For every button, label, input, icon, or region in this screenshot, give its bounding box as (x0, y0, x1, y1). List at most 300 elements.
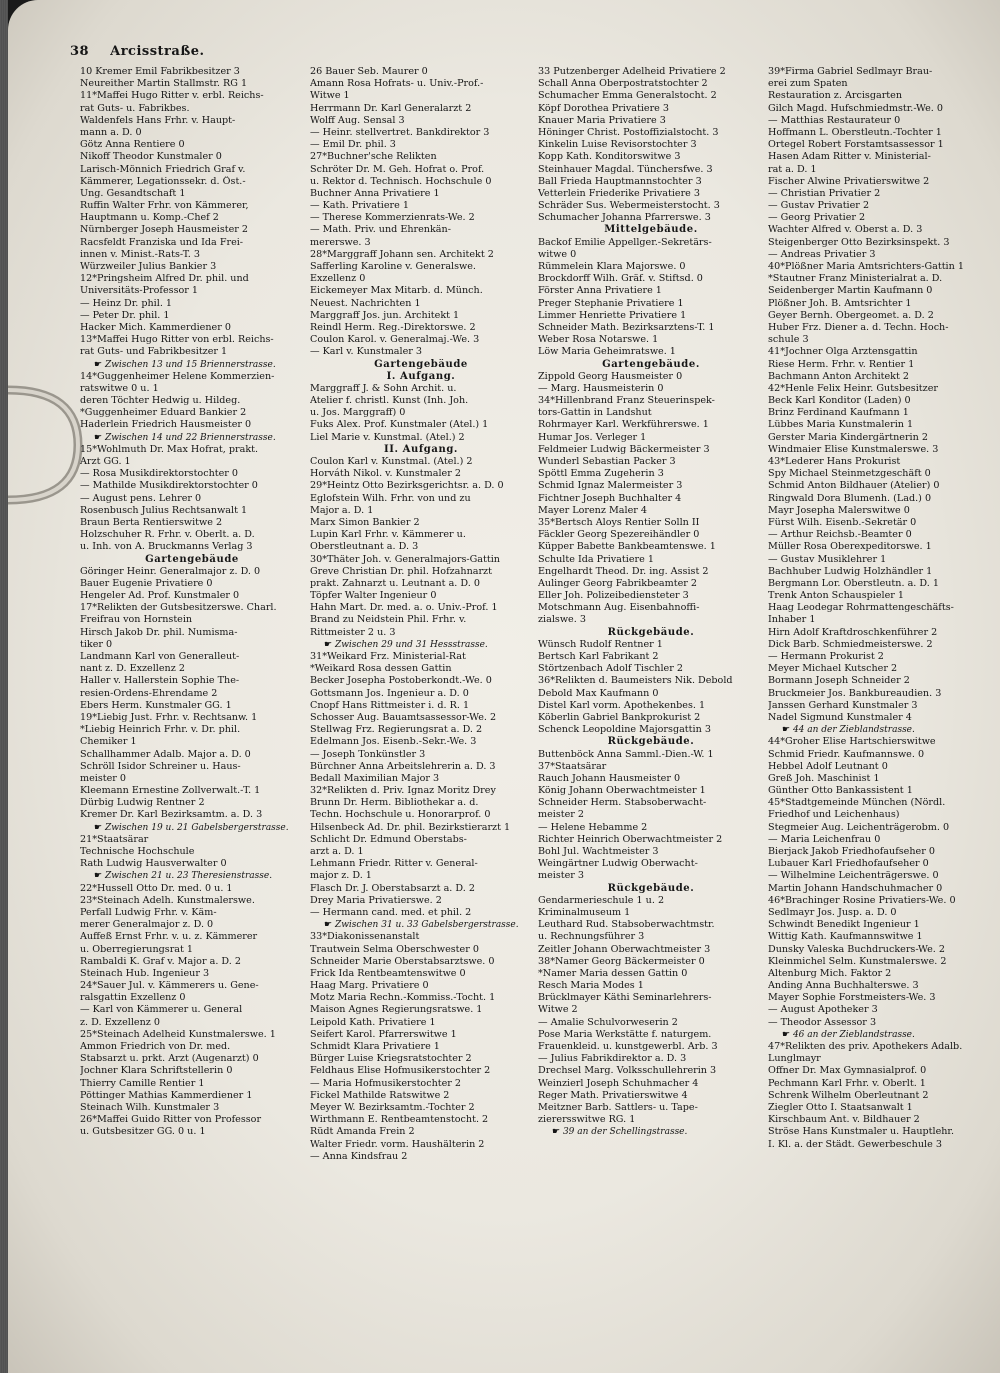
directory-entry: Bürger Luise Kriegsratstochter 2 (310, 1053, 472, 1065)
directory-entry: Haag Leodegar Rohrmattengeschäfts- (768, 602, 954, 614)
directory-entry: Bierjack Jakob Friedhofaufseher 0 (768, 846, 935, 857)
directory-entry: Gilch Magd. Hufschmiedmstr.-We. 0 (768, 102, 944, 114)
directory-entry: I. Kl. a. der Städt. Gewerbeschule 3 (768, 1138, 942, 1150)
directory-entry: ☛ Zwischen 21 u. 23 Theresienstrasse. (80, 870, 304, 882)
directory-entry: ☛ Zwischen 13 und 15 Briennerstrasse. (80, 359, 304, 371)
directory-entry: Schneider Marie Oberstabsarztswe. 0 (310, 955, 495, 967)
directory-entry: Fuks Alex. Prof. Kunstmaler (Atel.) 1 (310, 419, 489, 431)
directory-entry: — Andreas Privatier 3 (768, 248, 876, 260)
directory-entry: Humar Jos. Verleger 1 (538, 431, 647, 443)
directory-entry: Lübbes Maria Kunstmalerin 1 (768, 419, 914, 431)
directory-entry: Bruckmeier Jos. Bankbureaudien. 3 (768, 687, 942, 699)
directory-entry: Dunsky Valeska Buchdruckers-We. 2 (768, 943, 946, 955)
directory-entry: 44*Groher Elise Hartschierswitwe (768, 736, 936, 748)
directory-entry: Jochner Klara Schriftstellerin 0 (80, 1065, 233, 1077)
directory-entry: Zeitler Johann Oberwachtmeister 3 (538, 943, 711, 955)
directory-entry: Rückgebäude. (607, 626, 695, 638)
directory-entry: Bohl Jul. Wachtmeister 3 (538, 846, 659, 857)
directory-entry: rat Guts- u. Fabrikbes. (80, 102, 190, 114)
directory-entry: u. Rektor d. Technisch. Hochschule 0 (310, 175, 492, 187)
directory-entry: Schrenk Wilhelm Oberleutnant 2 (768, 1089, 929, 1101)
directory-entry: Schumacher Johanna Pfarrerswe. 3 (538, 212, 711, 224)
directory-entry: nant z. D. Exzellenz 2 (80, 663, 185, 675)
directory-entry: ☛ Zwischen 31 u. 33 Gabelsbergerstrasse. (310, 919, 532, 931)
directory-entry: Seifert Karol. Pfarrerswitwe 1 (310, 1028, 457, 1040)
directory-entry: ☛ 46 an der Zieblandstrasse. (768, 1029, 1000, 1041)
directory-entry: Drey Maria Privatierswe. 2 (310, 894, 442, 906)
directory-entry: 28*Marggraff Johann sen. Architekt 2 (310, 248, 494, 260)
directory-entry: Fichtner Joseph Buchhalter 4 (538, 492, 682, 504)
directory-entry: 31*Weikard Frz. Ministerial-Rat (310, 651, 466, 662)
directory-entry: Brunn Dr. Herm. Bibliothekar a. d. (310, 797, 479, 809)
directory-entry: Günther Otto Bankassistent 1 (768, 785, 913, 797)
directory-entry: Witwe 2 (538, 1004, 578, 1016)
directory-entry: — Georg Privatier 2 (768, 212, 866, 224)
directory-entry: Schlicht Dr. Edmund Oberstabs- (310, 833, 467, 845)
directory-entry: Schall Anna Oberpostratstochter 2 (538, 78, 708, 90)
directory-entry: 22*Hussell Otto Dr. med. 0 u. 1 (80, 882, 233, 894)
directory-entry: Edelmann Jos. Eisenb.-Sekr.-We. 3 (310, 736, 477, 748)
directory-entry: Frick Ida Rentbeamtenswitwe 0 (310, 967, 466, 979)
directory-entry: Schröll Isidor Schreiner u. Haus- (80, 760, 241, 772)
directory-entry: — Christian Privatier 2 (768, 187, 881, 199)
directory-entry: Weingärtner Ludwig Oberwacht- (538, 858, 698, 870)
directory-entry: Rittmeister 2 u. 3 (310, 626, 396, 638)
directory-entry: 33 Putzenberger Adelheid Privatiere 2 (538, 66, 726, 77)
directory-entry: Knauer Maria Privatiere 3 (538, 114, 666, 126)
directory-entry: Rauch Johann Hausmeister 0 (538, 772, 681, 784)
directory-entry: — Rosa Musikdirektorstochter 0 (80, 468, 239, 480)
directory-entry: Kirschbaum Ant. v. Bildhauer 2 (768, 1114, 920, 1126)
directory-entry: u. Rechnungsführer 3 (538, 931, 645, 943)
directory-entry: Schröter Dr. M. Geh. Hofrat o. Prof. (310, 163, 485, 175)
directory-entry: Mayer Sophie Forstmeisters-We. 3 (768, 992, 936, 1004)
directory-entry: meister 3 (538, 870, 585, 882)
directory-entry: Schwindt Benedikt Ingenieur 1 (768, 919, 920, 931)
directory-entry: — Hermann Prokurist 2 (768, 651, 884, 662)
directory-entry: schule 3 (768, 334, 809, 346)
directory-entry: — Joseph Tonkünstler 3 (310, 748, 426, 760)
directory-entry: Ruffin Walter Frhr. von Kämmerer, (80, 200, 249, 212)
directory-entry: — Hermann cand. med. et phil. 2 (310, 906, 472, 918)
directory-entry: 29*Heintz Otto Bezirksgerichtsr. a. D. 0 (310, 480, 504, 492)
directory-entry: Pöttinger Mathias Kammerdiener 1 (80, 1089, 253, 1101)
directory-entry: — Marg. Hausmeisterin 0 (538, 382, 664, 394)
directory-entry: Janssen Gerhard Kunstmaler 3 (768, 699, 918, 711)
directory-entry: Rückgebäude. (607, 736, 695, 748)
directory-entry: Gerster Maria Kindergärtnerin 2 (768, 431, 928, 443)
directory-entry: Nadel Sigmund Kunstmaler 4 (768, 711, 912, 723)
directory-entry: Plößner Joh. B. Amtsrichter 1 (768, 297, 912, 309)
directory-entry: zialswe. 3 (538, 614, 586, 626)
directory-entry: Engelhardt Theod. Dr. ing. Assist 2 (538, 565, 709, 577)
directory-entry: 33*Diakonissenanstalt (310, 931, 420, 943)
directory-entry: Braun Berta Rentierswitwe 2 (80, 516, 223, 528)
directory-entry: Ziegler Otto I. Staatsanwalt 1 (768, 1101, 913, 1113)
directory-entry: — Mathilde Musikdirektorstochter 0 (80, 480, 258, 492)
directory-entry: Preger Stephanie Privatiere 1 (538, 297, 684, 309)
directory-entry: Spy Michael Steinmetzgeschäft 0 (768, 468, 931, 480)
directory-entry: 47*Relikten des priv. Apothekers Adalb. (768, 1041, 963, 1052)
directory-entry: Fischer Alwine Privatierswitwe 2 (768, 175, 930, 187)
directory-entry: — Heinz Dr. phil. 1 (80, 297, 173, 309)
directory-entry: Löw Maria Geheimratswe. 1 (538, 346, 676, 358)
directory-entry: 19*Liebig Just. Frhr. v. Rechtsanw. 1 (80, 711, 258, 723)
directory-entry: Kriminalmuseum 1 (538, 906, 631, 918)
directory-entry: — Maria Hofmusikerstochter 2 (310, 1077, 462, 1089)
directory-entry: Hirsch Jakob Dr. phil. Numisma- (80, 626, 238, 638)
directory-entry: Richter Heinrich Oberwachtmeister 2 (538, 833, 723, 845)
directory-entry: — Kath. Privatiere 1 (310, 200, 409, 212)
directory-entry: 30*Thäter Joh. v. Generalmajors-Gattin (310, 553, 500, 565)
directory-entry: — Therese Kommerzienrats-We. 2 (310, 212, 475, 224)
directory-entry: innen v. Minist.-Rats-T. 3 (80, 248, 200, 260)
directory-entry: Motz Maria Rechn.-Kommiss.-Tocht. 1 (310, 992, 496, 1004)
directory-entry: Reindl Herm. Reg.-Direktorswe. 2 (310, 321, 476, 333)
directory-entry: Altenburg Mich. Faktor 2 (768, 967, 892, 979)
directory-entry: Horváth Nikol. v. Kunstmaler 2 (310, 468, 461, 480)
directory-entry: I. Aufgang. (386, 370, 456, 382)
directory-entry: ☛ 44 an der Zieblandstrasse. (768, 724, 1000, 736)
directory-entry: 39*Firma Gabriel Sedlmayr Brau- (768, 66, 933, 77)
directory-entry: major z. D. 1 (310, 870, 372, 882)
directory-entry: — Gustav Musiklehrer 1 (768, 553, 887, 565)
directory-entry: 24*Sauer Jul. v. Kämmerers u. Gene- (80, 980, 259, 992)
directory-entry: Lubauer Karl Friedhofaufseher 0 (768, 858, 929, 870)
directory-entry: *Namer Maria dessen Gattin 0 (538, 967, 688, 979)
directory-entry: Greve Christian Dr. phil. Hofzahnarzt (310, 565, 492, 577)
directory-entry: 13*Maffei Hugo Ritter von erbl. Reichs- (80, 334, 274, 346)
directory-entry: Bauer Eugenie Privatiere 0 (80, 577, 213, 589)
directory-entry: — August Apotheker 3 (768, 1004, 878, 1016)
directory-entry: Liel Marie v. Kunstmal. (Atel.) 2 (310, 431, 465, 443)
directory-entry: Kopp Kath. Konditorswitwe 3 (538, 151, 681, 163)
directory-entry: — Emil Dr. phil. 3 (310, 139, 396, 151)
directory-entry: *Stautner Franz Ministerialrat a. D. (768, 273, 943, 285)
directory-entry: Debold Max Kaufmann 0 (538, 687, 659, 699)
directory-entry: Pechmann Karl Frhr. v. Oberlt. 1 (768, 1077, 926, 1089)
directory-entry: Ball Frieda Hauptmannstochter 3 (538, 175, 702, 187)
directory-entry: 45*Stadtgemeinde München (Nördl. (768, 797, 946, 809)
directory-entry: Wirthmann E. Rentbeamtenstocht. 2 (310, 1114, 489, 1126)
directory-entry: meister 0 (80, 772, 127, 784)
directory-entry: Sedlmayr Jos. Jusp. a. D. 0 (768, 906, 897, 918)
book-edge (0, 0, 8, 1373)
directory-entry: Gartengebäude. (602, 358, 700, 370)
directory-entry: Motschmann Aug. Eisenbahnoffi- (538, 602, 700, 614)
directory-entry: Lupin Karl Frhr. v. Kämmerer u. (310, 529, 466, 541)
directory-entry: Eller Joh. Polizeibediensteter 3 (538, 590, 689, 602)
directory-entry: deren Töchter Hedwig u. Hildeg. (80, 395, 241, 407)
directory-entry: Würzweiler Julius Bankier 3 (80, 261, 217, 272)
directory-entry: 42*Henle Felix Heinr. Gutsbesitzer (768, 382, 938, 394)
directory-entry: Flasch Dr. J. Oberstabsarzt a. D. 2 (310, 882, 475, 894)
directory-entry: Rümmelein Klara Majorswe. 0 (538, 261, 686, 272)
directory-entry: Inhaber 1 (768, 614, 816, 626)
directory-entry: meister 2 (538, 809, 585, 821)
directory-entry: — Amalie Schulvorweserin 2 (538, 1016, 678, 1028)
directory-entry: Weber Rosa Notarswe. 1 (538, 334, 659, 346)
directory-entry: Walter Friedr. vorm. Haushälterin 2 (310, 1138, 485, 1150)
directory-entry: Rüdt Amanda Frein 2 (310, 1126, 415, 1138)
directory-entry: Oberstleutnant a. D. 3 (310, 541, 419, 553)
directory-entry: Brinz Ferdinand Kaufmann 1 (768, 407, 909, 419)
directory-entry: mererswe. 3 (310, 236, 371, 248)
directory-entry: 40*Plößner Maria Amtsrichters-Gattin 1 (768, 261, 964, 272)
directory-entry: Larisch-Mönnich Friedrich Graf v. (80, 163, 246, 175)
directory-entry: u. Oberregierungsrat 1 (80, 943, 194, 955)
directory-entry: Distel Karl vorm. Apothekenbes. 1 (538, 699, 706, 711)
directory-entry: Ringwald Dora Blumenh. (Lad.) 0 (768, 492, 932, 504)
directory-entry: Reger Math. Privatierswitwe 4 (538, 1089, 688, 1101)
directory-entry: Hauptmann u. Komp.-Chef 2 (80, 212, 219, 224)
directory-entry: Schmid Friedr. Kaufmannswe. 0 (768, 748, 925, 760)
directory-entry: Bedall Maximilian Major 3 (310, 772, 440, 784)
directory-entry: Offner Dr. Max Gymnasialprof. 0 (768, 1065, 927, 1077)
page-number: 38 (70, 44, 90, 59)
directory-entry: u. Inh. von A. Bruckmanns Verlag 3 (80, 541, 253, 553)
directory-entry: 26 Bauer Seb. Maurer 0 (310, 66, 428, 77)
directory-entry: *Guggenheimer Eduard Bankier 2 (80, 407, 247, 419)
directory-entry: Steinhauer Magdal. Tünchersfwe. 3 (538, 163, 713, 175)
directory-entry: Schmid Ignaz Malermeister 3 (538, 480, 683, 492)
directory-entry: 10 Kremer Emil Fabrikbesitzer 3 (80, 66, 240, 77)
directory-entry: Ströse Hans Kunstmaler u. Hauptlehr. (768, 1126, 955, 1138)
directory-entry: Stabsarzt u. prkt. Arzt (Augenarzt) 0 (80, 1053, 259, 1065)
directory-entry: — Karl von Kämmerer u. General (80, 1004, 243, 1016)
directory-entry: Amann Rosa Hofrats- u. Univ.-Prof.- (310, 78, 484, 90)
directory-entry: Atelier f. christl. Kunst (Inh. Joh. (310, 395, 469, 407)
directory-entry: prakt. Zahnarzt u. Leutnant a. D. 0 (310, 577, 480, 589)
directory-entry: Hahn Mart. Dr. med. a. o. Univ.-Prof. 1 (310, 602, 498, 614)
directory-entry: Herrmann Dr. Karl Generalarzt 2 (310, 102, 472, 114)
directory-entry: Lunglmayr (768, 1053, 821, 1065)
directory-entry: Buttenböck Anna Samml.-Dien.-W. 1 (538, 748, 714, 760)
directory-entry: Rath Ludwig Hausverwalter 0 (80, 858, 227, 870)
directory-entry: 27*Buchner'sche Relikten (310, 151, 437, 163)
directory-entry: Ortegel Robert Forstamtsassessor 1 (768, 139, 944, 151)
directory-entry: Resch Maria Modes 1 (538, 980, 644, 992)
directory-entry: 43*Lederer Hans Prokurist (768, 456, 901, 467)
directory-entry: Freifrau von Hornstein (80, 614, 193, 626)
directory-entry: tors-Gattin in Landshut (538, 407, 652, 419)
directory-entry: Hacker Mich. Kammerdiener 0 (80, 321, 231, 333)
directory-entry: ☛ Zwischen 19 u. 21 Gabelsbergerstrasse. (80, 822, 304, 834)
directory-entry: Gartengebäude (145, 553, 239, 565)
column-1 (80, 66, 304, 1366)
directory-entry: Major a. D. 1 (310, 504, 374, 516)
directory-entry: Schneider Herm. Stabsoberwacht- (538, 797, 707, 809)
directory-entry: Friedhof und Leichenhaus) (768, 809, 900, 821)
directory-entry: Holzschuher R. Frhr. v. Oberlt. a. D. (80, 529, 255, 541)
directory-entry: Haag Marg. Privatiere 0 (310, 980, 429, 992)
directory-entry: Wunderl Sebastian Packer 3 (538, 456, 676, 467)
directory-entry: Schallhammer Adalb. Major a. D. 0 (80, 748, 251, 760)
directory-entry: Wünsch Rudolf Rentner 1 (538, 638, 663, 650)
column-2 (310, 66, 532, 1366)
directory-entry: Wittig Kath. Kaufmannswitwe 1 (768, 931, 923, 943)
directory-entry: Brücklmayer Käthi Seminarlehrers- (538, 992, 712, 1004)
directory-entry: Schräder Sus. Webermeisterstocht. 3 (538, 200, 720, 212)
directory-entry: Schosser Aug. Bauamtsassessor-We. 2 (310, 711, 497, 723)
directory-entry: Ebers Herm. Kunstmaler GG. 1 (80, 699, 232, 711)
directory-entry: König Johann Oberwachtmeister 1 (538, 785, 706, 797)
directory-entry: Kinkelin Luise Revisorstochter 3 (538, 139, 697, 151)
directory-entry: Chemiker 1 (80, 736, 137, 748)
directory-entry: Gottsmann Jos. Ingenieur a. D. 0 (310, 687, 469, 699)
directory-entry: Greß Joh. Maschinist 1 (768, 772, 880, 784)
directory-entry: 14*Guggenheimer Helene Kommerzien- (80, 370, 275, 382)
directory-entry: Nürnberger Joseph Hausmeister 2 (80, 224, 249, 236)
directory-entry: witwe 0 (538, 248, 577, 260)
directory-entry: Backof Emilie Appellger.-Sekretärs- (538, 236, 712, 248)
directory-entry: Haderlein Friedrich Hausmeister 0 (80, 419, 252, 431)
directory-entry: Witwe 1 (310, 90, 350, 102)
directory-entry: — Heinr. stellvertret. Bankdirektor 3 (310, 126, 490, 138)
directory-entry: Bormann Joseph Schneider 2 (768, 675, 910, 687)
directory-entry: Marggraff J. & Sohn Archit. u. (310, 382, 457, 394)
directory-entry: Küpper Babette Bankbeamtenswe. 1 (538, 541, 716, 553)
directory-entry: erei zum Spaten (768, 78, 848, 90)
directory-entry: 25*Steinach Adelheid Kunstmalerswe. 1 (80, 1028, 276, 1040)
running-head: Arcisstraße. (110, 44, 205, 59)
directory-entry: 35*Bertsch Aloys Rentier Solln II (538, 516, 700, 528)
directory-entry: 15*Wohlmuth Dr. Max Hofrat, prakt. (80, 443, 259, 455)
directory-entry: — Math. Priv. und Ehrenkän- (310, 224, 451, 236)
directory-entry: Weinzierl Joseph Schuhmacher 4 (538, 1077, 699, 1089)
directory-entry: Kleemann Ernestine Zollverwalt.-T. 1 (80, 785, 261, 797)
directory-entry: Seidenberger Martin Kaufmann 0 (768, 285, 933, 297)
directory-entry: Technische Hochschule (80, 846, 195, 857)
directory-entry: Bertsch Karl Fabrikant 2 (538, 651, 659, 662)
directory-entry: — August pens. Lehrer 0 (80, 492, 202, 504)
directory-entry: Rückgebäude. (607, 882, 695, 894)
directory-page (8, 0, 1000, 1373)
directory-entry: 38*Namer Georg Bäckermeister 0 (538, 955, 705, 967)
directory-entry: — Gustav Privatier 2 (768, 200, 870, 212)
directory-entry: Neureither Martin Stallmstr. RG 1 (80, 78, 248, 90)
directory-entry: Feldmeier Ludwig Bäckermeister 3 (538, 443, 710, 455)
directory-entry: 21*Staatsärar (80, 833, 149, 845)
directory-entry: Frauenkleid. u. kunstgewerbl. Arb. 3 (538, 1041, 718, 1052)
directory-entry: — Maria Leichenfrau 0 (768, 833, 881, 845)
directory-entry: Schulte Ida Privatiere 1 (538, 553, 654, 565)
directory-entry: — Helene Hebamme 2 (538, 821, 648, 833)
directory-entry: Eickemeyer Max Mitarb. d. Münch. (310, 285, 483, 297)
directory-entry: Meyer W. Bezirksamtm.-Tochter 2 (310, 1101, 475, 1113)
directory-entry: Schumacher Emma Generalstocht. 2 (538, 90, 717, 102)
directory-entry: Anding Anna Buchhalterswe. 3 (768, 980, 919, 992)
directory-entry: Stegmeier Aug. Leichenträgerobm. 0 (768, 821, 950, 833)
directory-entry: rat Guts- und Fabrikbesitzer 1 (80, 346, 228, 358)
directory-entry: Bürchner Anna Arbeitslehrerin a. D. 3 (310, 760, 496, 772)
directory-entry: Dürbig Ludwig Rentner 2 (80, 797, 205, 809)
directory-entry: Bachmann Anton Architekt 2 (768, 370, 910, 382)
directory-entry: mann a. D. 0 (80, 126, 142, 138)
directory-entry: Schenck Leopoldine Majorsgattin 3 (538, 724, 711, 736)
directory-entry: 37*Staatsärar (538, 760, 607, 772)
directory-entry: Hoffmann L. Oberstleutn.-Tochter 1 (768, 126, 942, 138)
directory-entry: Störtzenbach Adolf Tischler 2 (538, 663, 683, 675)
directory-entry: Restauration z. Arcisgarten (768, 90, 903, 102)
directory-entry: Mayer Lorenz Maler 4 (538, 504, 647, 516)
directory-entry: Leipold Kath. Privatiere 1 (310, 1016, 436, 1028)
directory-entry: 32*Relikten d. Priv. Ignaz Moritz Drey (310, 785, 496, 797)
directory-entry: Zippold Georg Hausmeister 0 (538, 370, 683, 382)
directory-entry: — Anna Kindsfrau 2 (310, 1150, 408, 1162)
directory-entry: Windmaier Elise Kunstmalerswe. 3 (768, 443, 939, 455)
directory-entry: *Weikard Rosa dessen Gattin (310, 663, 452, 675)
directory-entry: Spöttl Emma Zugeherin 3 (538, 468, 664, 480)
directory-entry: Lehmann Friedr. Ritter v. General- (310, 858, 478, 870)
directory-entry: Brockdorff Wilh. Gräf. v. Stiftsd. 0 (538, 273, 703, 285)
directory-entry: Marx Simon Bankier 2 (310, 516, 420, 528)
directory-entry: Bergmann Lor. Oberstleutn. a. D. 1 (768, 577, 939, 589)
directory-entry: Beck Karl Konditor (Laden) 0 (768, 395, 911, 407)
directory-entry: Maison Agnes Regierungsratswe. 1 (310, 1004, 483, 1016)
directory-entry: ratswitwe 0 u. 1 (80, 382, 159, 394)
directory-entry: ☛ 39 an der Schellingstrasse. (538, 1126, 764, 1138)
directory-entry: Köberlin Gabriel Bankprokurist 2 (538, 711, 701, 723)
directory-entry: Haller v. Hallerstein Sophie The- (80, 675, 240, 687)
directory-entry: Leuthard Rud. Stabsoberwachtmstr. (538, 919, 715, 931)
directory-entry: Universitäts-Professor 1 (80, 285, 199, 297)
directory-entry: 41*Jochner Olga Arztensgattin (768, 346, 918, 358)
directory-entry: Nikoff Theodor Kunstmaler 0 (80, 151, 222, 163)
directory-entry: merer Generalmajor z. D. 0 (80, 919, 214, 931)
directory-entry: Waldenfels Hans Frhr. v. Haupt- (80, 114, 236, 126)
directory-entry: z. D. Exzellenz 0 (80, 1016, 160, 1028)
directory-entry: Steigenberger Otto Bezirksinspekt. 3 (768, 236, 950, 248)
directory-entry: Hilsenbeck Ad. Dr. phil. Bezirkstierarzt 1 (310, 821, 511, 833)
directory-entry: u. Gutsbesitzer GG. 0 u. 1 (80, 1126, 206, 1138)
directory-entry: Limmer Henriette Privatiere 1 (538, 309, 687, 321)
directory-entry: Rohrmayer Karl. Werkführerswe. 1 (538, 419, 709, 431)
directory-entry: — Matthias Restaurateur 0 (768, 114, 901, 126)
directory-entry: Fickel Mathilde Ratswitwe 2 (310, 1089, 450, 1101)
column-3 (538, 66, 764, 1366)
directory-entry: Eglofstein Wilh. Frhr. von und zu (310, 492, 471, 504)
directory-entry: II. Aufgang. (383, 443, 459, 455)
directory-entry: Müller Rosa Oberexpeditorswe. 1 (768, 541, 932, 553)
column-4 (768, 66, 1000, 1366)
directory-entry: Schmidt Klara Privatiere 1 (310, 1041, 440, 1052)
directory-entry: Meyer Michael Kutscher 2 (768, 663, 898, 675)
directory-entry: tiker 0 (80, 638, 113, 650)
directory-entry: Aulinger Georg Fabrikbeamter 2 (538, 577, 698, 589)
directory-entry: Drechsel Marg. Volksschullehrerin 3 (538, 1065, 717, 1077)
directory-entry: Racsfeldt Franziska und Ida Frei- (80, 236, 244, 248)
directory-entry: — Wilhelmine Leichenträgerswe. 0 (768, 870, 939, 882)
directory-entry: Kremer Dr. Karl Bezirksamtm. a. D. 3 (80, 809, 263, 821)
directory-entry: Geyer Bernh. Obergeomet. a. D. 2 (768, 309, 934, 321)
directory-entry: Stellwag Frz. Regierungsrat a. D. 2 (310, 724, 483, 736)
directory-entry: Landmann Karl von Generalleut- (80, 651, 240, 662)
directory-entry: 26*Maffei Guido Ritter von Professor (80, 1114, 262, 1126)
directory-entry: Brand zu Neidstein Phil. Frhr. v. (310, 614, 467, 626)
directory-entry: Gartengebäude (374, 358, 468, 370)
directory-entry: Gendarmerieschule 1 u. 2 (538, 894, 665, 906)
directory-entry: u. Jos. Marggraff) 0 (310, 407, 406, 419)
directory-entry: ☛ Zwischen 29 und 31 Hessstrasse. (310, 639, 532, 651)
directory-entry: Thierry Camille Rentier 1 (80, 1077, 205, 1089)
directory-entry: — Arthur Reichsb.-Beamter 0 (768, 529, 912, 541)
directory-entry: Perfall Ludwig Frhr. v. Käm- (80, 906, 217, 918)
directory-entry: resien-Ordens-Ehrendame 2 (80, 687, 218, 699)
directory-entry: Riese Herm. Frhr. v. Rentier 1 (768, 358, 915, 370)
directory-entry: Auffeß Ernst Frhr. v. u. z. Kämmerer (80, 931, 258, 943)
directory-entry: Ung. Gesandtschaft 1 (80, 187, 186, 199)
